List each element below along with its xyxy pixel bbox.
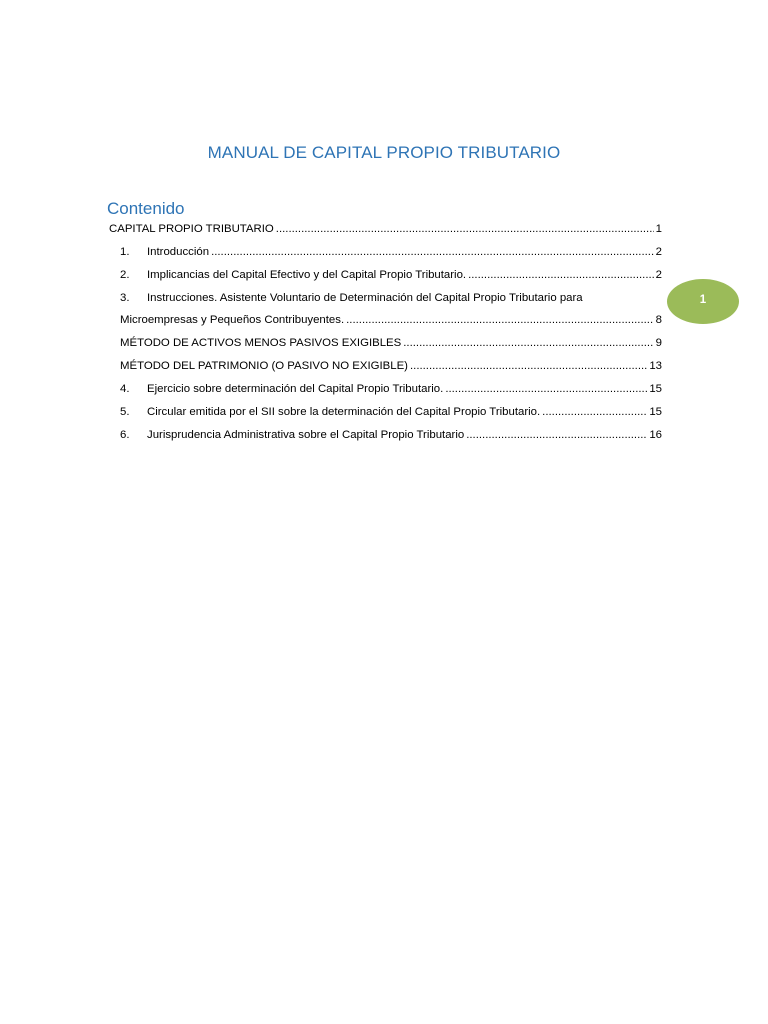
toc-entry-number: 3. bbox=[120, 292, 130, 304]
toc-entry-text: Implicancias del Capital Efectivo y del Capital Propio Tributario. bbox=[147, 269, 467, 281]
toc-entry-text: Jurisprudencia Administrativa sobre el Capital Propio Tributario bbox=[147, 429, 465, 441]
toc-entry-page: 15 bbox=[649, 383, 662, 395]
toc-entry-metodo-activos[interactable] bbox=[109, 336, 662, 351]
toc-dot-leader bbox=[346, 313, 654, 328]
toc-entry-text: Introducción bbox=[147, 246, 210, 258]
toc-entry-page: 1 bbox=[655, 223, 662, 235]
toc-entry-page: 16 bbox=[649, 429, 662, 441]
toc-entry-introduccion[interactable] bbox=[109, 245, 662, 260]
toc-entry-page: 9 bbox=[655, 337, 662, 349]
toc-dot-leader bbox=[466, 428, 647, 443]
toc-dot-leader bbox=[542, 405, 647, 420]
toc-dot-leader bbox=[468, 268, 654, 283]
toc-entry-circular[interactable] bbox=[109, 405, 662, 420]
page-number-badge bbox=[667, 279, 739, 324]
toc-entry-capital-propio-tributario[interactable] bbox=[109, 222, 662, 237]
page-number: 1 bbox=[699, 293, 707, 306]
toc-entry-page: 13 bbox=[649, 360, 662, 372]
table-of-contents bbox=[109, 222, 662, 451]
toc-dot-leader bbox=[276, 222, 654, 237]
toc-entry-number: 5. bbox=[120, 406, 130, 418]
toc-entry-text: Ejercicio sobre determinación del Capital Propio Tributario. bbox=[147, 383, 444, 395]
toc-entry-text: Instrucciones. Asistente Voluntario de Determinación del Capital Propio Tributario para bbox=[147, 292, 583, 304]
toc-entry-page: 2 bbox=[655, 246, 662, 258]
toc-entry-ejercicio[interactable] bbox=[109, 382, 662, 397]
toc-dot-leader bbox=[211, 245, 654, 260]
toc-entry-page: 2 bbox=[655, 269, 662, 281]
toc-entry-text: Circular emitida por el SII sobre la determinación del Capital Propio Tributario. bbox=[147, 406, 541, 418]
toc-entry-page: 15 bbox=[649, 406, 662, 418]
toc-entry-text-continued: Microempresas y Pequeños Contribuyentes. bbox=[120, 314, 345, 326]
toc-dot-leader bbox=[445, 382, 647, 397]
toc-entry-text: MÉTODO DE ACTIVOS MENOS PASIVOS EXIGIBLES bbox=[120, 337, 402, 349]
toc-entry-number: 2. bbox=[120, 269, 130, 281]
toc-entry-jurisprudencia[interactable] bbox=[109, 428, 662, 443]
toc-heading: Contenido bbox=[107, 199, 185, 218]
toc-entry-implicancias[interactable] bbox=[109, 268, 662, 283]
toc-entry-number: 4. bbox=[120, 383, 130, 395]
toc-dot-leader bbox=[403, 336, 653, 351]
toc-entry-text: MÉTODO DEL PATRIMONIO (O PASIVO NO EXIGIBLE) bbox=[120, 360, 408, 372]
document-title: MANUAL DE CAPITAL PROPIO TRIBUTARIO bbox=[207, 143, 561, 162]
toc-entry-number: 6. bbox=[120, 429, 130, 441]
toc-entry-instrucciones[interactable] bbox=[109, 291, 662, 328]
toc-entry-text: CAPITAL PROPIO TRIBUTARIO bbox=[109, 223, 274, 235]
toc-entry-metodo-patrimonio[interactable] bbox=[109, 359, 662, 374]
toc-entry-number: 1. bbox=[120, 246, 130, 258]
toc-entry-page: 8 bbox=[655, 314, 662, 326]
toc-dot-leader bbox=[410, 359, 647, 374]
